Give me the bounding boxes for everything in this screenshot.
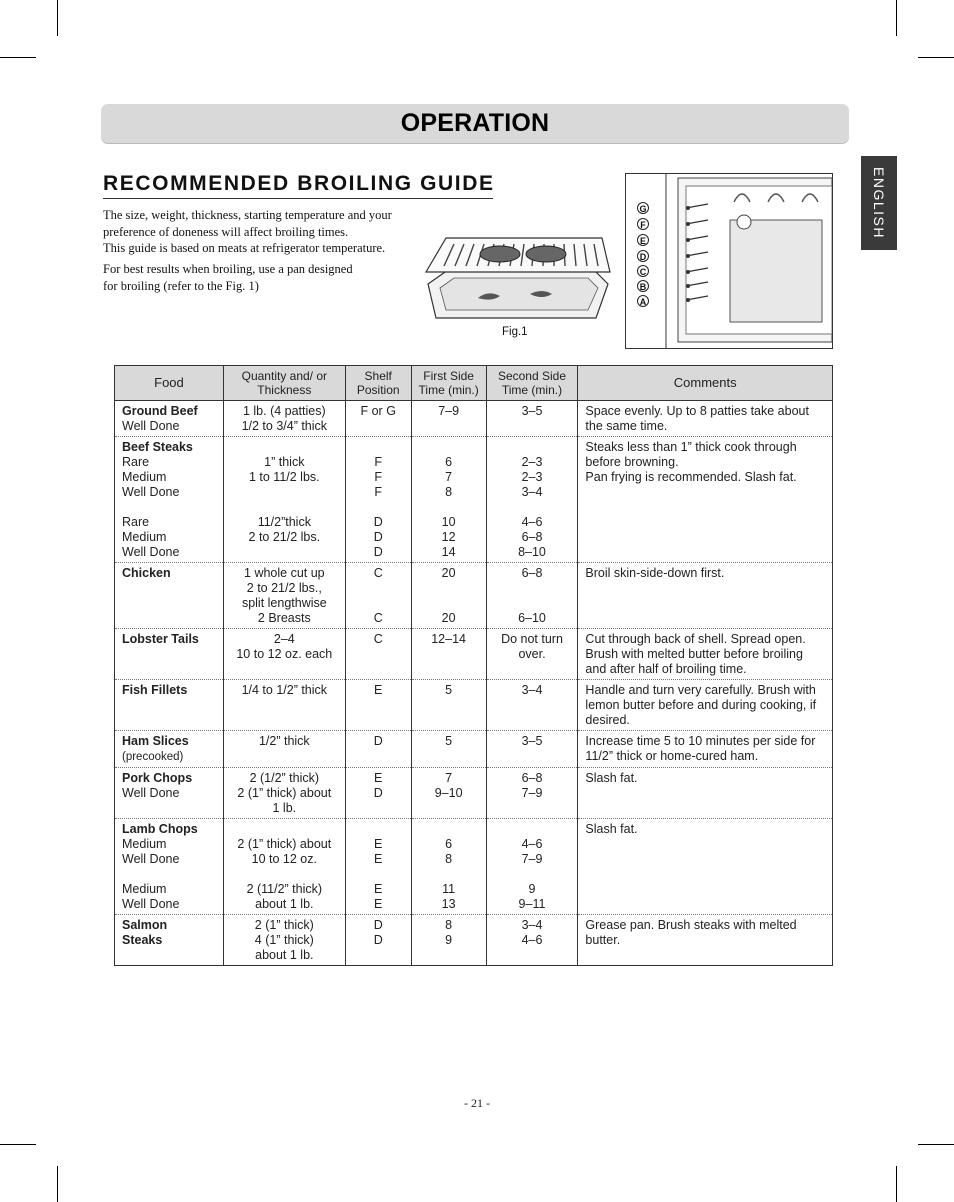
food-cell bbox=[115, 680, 224, 731]
table-row bbox=[115, 768, 833, 819]
shelf-cell: D D bbox=[345, 915, 411, 966]
table-row bbox=[115, 563, 833, 629]
food-name: Ham Slices bbox=[122, 734, 189, 748]
shelf-cell: F or G bbox=[345, 401, 411, 437]
quantity-cell: 2 (1/2” thick) 2 (1” thick) about 1 lb. bbox=[223, 768, 345, 819]
shelf-cell: C C bbox=[345, 563, 411, 629]
food-cell bbox=[115, 401, 224, 437]
shelf-cell: C bbox=[345, 629, 411, 680]
shelf-cell: D bbox=[345, 731, 411, 768]
comments-cell: Handle and turn very carefully. Brush with lemon butter before and during cooking, if desired. bbox=[578, 680, 833, 731]
food-doneness: Well Done bbox=[122, 419, 180, 433]
first-side-time-cell: 8 9 bbox=[411, 915, 486, 966]
comments-cell: Broil skin-side-down first. bbox=[578, 563, 833, 629]
food-cell bbox=[115, 915, 224, 966]
quantity-cell: 2 (1” thick) 4 (1” thick) about 1 lb. bbox=[223, 915, 345, 966]
column-header-second-side: Second Side Time (min.) bbox=[486, 366, 578, 401]
food-cell bbox=[115, 731, 224, 768]
table-header-row bbox=[115, 366, 833, 401]
intro-line: preference of doneness will affect broiling times. bbox=[103, 224, 349, 239]
table-row bbox=[115, 915, 833, 966]
food-doneness: Rare Medium Well Done Rare Medium Well Done bbox=[122, 455, 180, 559]
comments-cell: Grease pan. Brush steaks with melted butter. bbox=[578, 915, 833, 966]
intro-paragraph bbox=[103, 207, 392, 257]
food-name: Salmon Steaks bbox=[122, 918, 168, 947]
rack-label-b: B bbox=[637, 280, 649, 292]
column-header-comments: Comments bbox=[578, 366, 833, 401]
comments-cell: Slash fat. bbox=[578, 768, 833, 819]
language-tab-label: ENGLISH bbox=[871, 167, 887, 239]
food-cell bbox=[115, 437, 224, 563]
table-row bbox=[115, 401, 833, 437]
second-side-time-cell: 6–8 7–9 bbox=[486, 768, 578, 819]
quantity-cell: 2–4 10 to 12 oz. each bbox=[223, 629, 345, 680]
figure-caption: Fig.1 bbox=[502, 326, 528, 338]
rack-label-d: D bbox=[637, 250, 649, 262]
first-side-time-cell: 20 20 bbox=[411, 563, 486, 629]
crop-mark bbox=[918, 1144, 954, 1145]
comments-cell: Increase time 5 to 10 minutes per side for 11/2” thick or home-cured ham. bbox=[578, 731, 833, 768]
language-tab bbox=[861, 156, 897, 250]
page-title: OPERATION bbox=[400, 109, 550, 137]
second-side-time-cell: 6–8 6–10 bbox=[486, 563, 578, 629]
first-side-time-cell: 5 bbox=[411, 680, 486, 731]
table-row bbox=[115, 819, 833, 915]
quantity-cell: 1” thick 1 to 11/2 lbs. 11/2”thick 2 to 21/2 lbs. bbox=[223, 437, 345, 563]
first-side-time-cell: 7 9–10 bbox=[411, 768, 486, 819]
food-name: Fish Fillets bbox=[122, 683, 188, 697]
oven-rack-diagram bbox=[625, 173, 833, 349]
intro-line: This guide is based on meats at refrigerator temperature. bbox=[103, 241, 386, 255]
column-header-shelf: Shelf Position bbox=[345, 366, 411, 401]
broiling-guide-table bbox=[114, 365, 833, 966]
food-name: Pork Chops bbox=[122, 771, 193, 785]
page-number: - 21 - bbox=[464, 1096, 490, 1110]
intro-line: The size, weight, thickness, starting temperature and your bbox=[103, 208, 392, 222]
rack-label-e: E bbox=[637, 234, 649, 246]
first-side-time-cell: 12–14 bbox=[411, 629, 486, 680]
comments-cell: Steaks less than 1” thick cook through before browning. Pan frying is recommended. Slash fat. bbox=[578, 437, 833, 563]
intro-paragraph-2 bbox=[103, 261, 353, 294]
second-side-time-cell: Do not turn over. bbox=[486, 629, 578, 680]
rack-label-a: A bbox=[637, 295, 649, 307]
table-row bbox=[115, 629, 833, 680]
first-side-time-cell: 6 8 11 13 bbox=[411, 819, 486, 915]
rack-label-f: F bbox=[637, 218, 649, 230]
second-side-time-cell: 3–5 bbox=[486, 401, 578, 437]
crop-mark bbox=[896, 1166, 897, 1202]
food-cell bbox=[115, 563, 224, 629]
food-doneness: Medium Well Done Medium Well Done bbox=[122, 837, 180, 911]
crop-mark bbox=[57, 0, 58, 36]
food-name: Ground Beef bbox=[122, 404, 198, 418]
intro-line: for broiling (refer to the Fig. 1) bbox=[103, 278, 259, 293]
food-cell bbox=[115, 629, 224, 680]
quantity-cell: 1 lb. (4 patties) 1/2 to 3/4” thick bbox=[223, 401, 345, 437]
crop-mark bbox=[57, 1166, 58, 1202]
first-side-time-cell: 6 7 8 10 12 14 bbox=[411, 437, 486, 563]
food-name: Beef Steaks bbox=[122, 440, 193, 454]
section-banner bbox=[101, 104, 849, 143]
second-side-time-cell: 4–6 7–9 9 9–11 bbox=[486, 819, 578, 915]
quantity-cell: 1/2” thick bbox=[223, 731, 345, 768]
quantity-cell: 1 whole cut up 2 to 21/2 lbs., split lengthwise 2 Breasts bbox=[223, 563, 345, 629]
table-row bbox=[115, 680, 833, 731]
food-doneness: Well Done bbox=[122, 786, 180, 800]
table-body bbox=[115, 401, 833, 966]
crop-mark bbox=[896, 0, 897, 36]
food-cell bbox=[115, 768, 224, 819]
shelf-cell: E E E E bbox=[345, 819, 411, 915]
food-name: Lamb Chops bbox=[122, 822, 198, 836]
comments-cell: Slash fat. bbox=[578, 819, 833, 915]
food-cell bbox=[115, 819, 224, 915]
food-name: Lobster Tails bbox=[122, 632, 199, 646]
rack-label-g: G bbox=[637, 202, 649, 214]
food-name: Chicken bbox=[122, 566, 171, 580]
quantity-cell: 1/4 to 1/2” thick bbox=[223, 680, 345, 731]
comments-cell: Cut through back of shell. Spread open. Brush with melted butter before broiling and after half of broiling time. bbox=[578, 629, 833, 680]
crop-mark bbox=[918, 57, 954, 58]
shelf-cell: E bbox=[345, 680, 411, 731]
title-underline bbox=[103, 198, 493, 199]
quantity-cell: 2 (1” thick) about 10 to 12 oz. 2 (11/2” thick) about 1 lb. bbox=[223, 819, 345, 915]
food-doneness: (precooked) bbox=[122, 751, 184, 763]
second-side-time-cell: 3–5 bbox=[486, 731, 578, 768]
second-side-time-cell: 3–4 4–6 bbox=[486, 915, 578, 966]
first-side-time-cell: 5 bbox=[411, 731, 486, 768]
column-header-food: Food bbox=[115, 366, 224, 401]
crop-mark bbox=[0, 57, 36, 58]
first-side-time-cell: 7–9 bbox=[411, 401, 486, 437]
shelf-cell: E D bbox=[345, 768, 411, 819]
crop-mark bbox=[0, 1144, 36, 1145]
shelf-cell: F F F D D D bbox=[345, 437, 411, 563]
section-title: RECOMMENDED BROILING GUIDE bbox=[103, 172, 495, 195]
intro-line: For best results when broiling, use a pan designed bbox=[103, 262, 353, 276]
table-row bbox=[115, 437, 833, 563]
comments-cell: Space evenly. Up to 8 patties take about the same time. bbox=[578, 401, 833, 437]
rack-label-c: C bbox=[637, 265, 649, 277]
column-header-quantity: Quantity and/ or Thickness bbox=[223, 366, 345, 401]
second-side-time-cell: 2–3 2–3 3–4 4–6 6–8 8–10 bbox=[486, 437, 578, 563]
second-side-time-cell: 3–4 bbox=[486, 680, 578, 731]
column-header-first-side: First Side Time (min.) bbox=[411, 366, 486, 401]
table-row bbox=[115, 731, 833, 768]
broiler-pan-illustration bbox=[418, 232, 614, 329]
